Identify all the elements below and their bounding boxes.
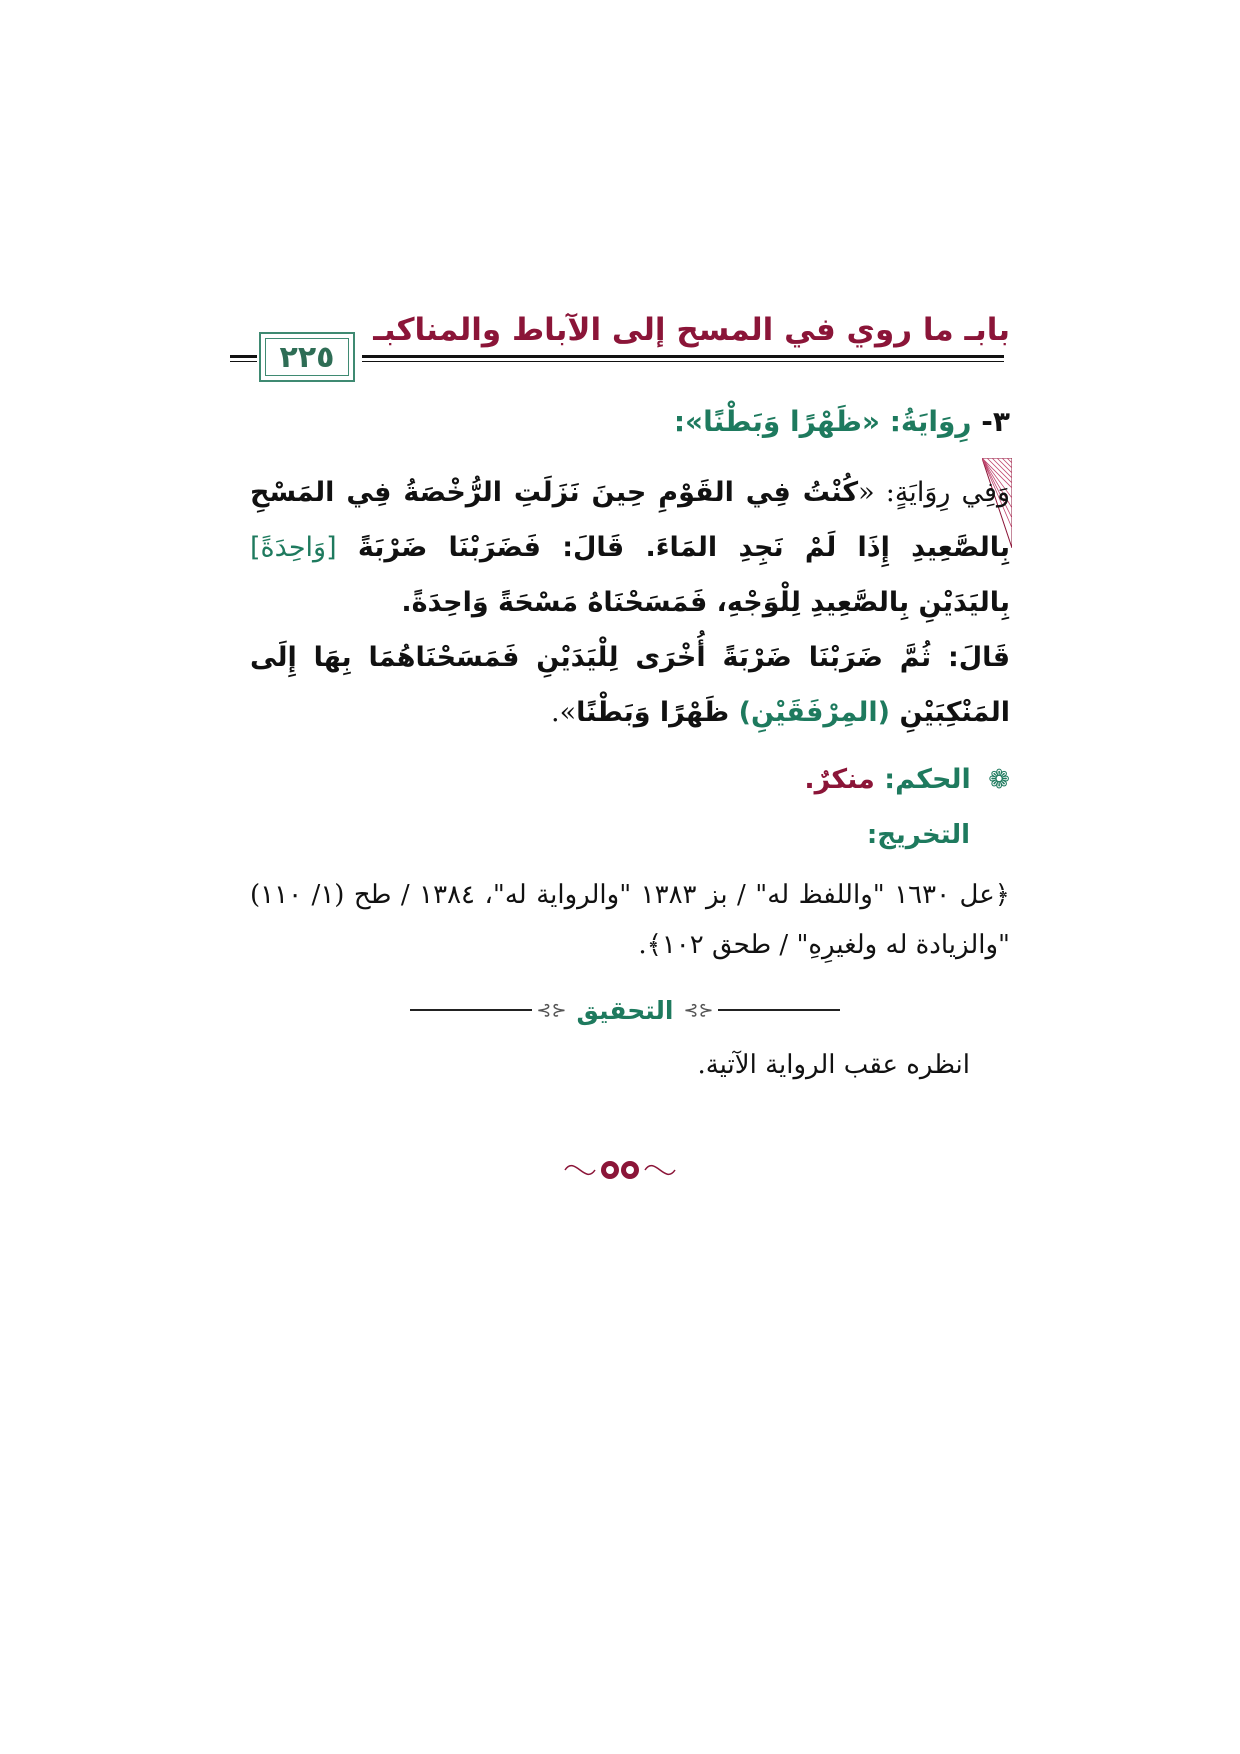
page-number: ٢٢٥ (279, 339, 335, 375)
chapter-title: بابـ ما روي في المسح إلى الآباط والمناكبـ (373, 312, 1010, 348)
end-ornament-icon (555, 1150, 685, 1190)
divider-ornament-icon: ⊰⊱ (683, 999, 714, 1021)
hadith-outro: ». (551, 697, 577, 728)
divider-line-left (410, 1009, 532, 1011)
section-number: ٣- (981, 405, 1010, 438)
hadith-variant-2: (المِرْفَقَيْنِ) (738, 697, 891, 728)
takhrij-label: التخريج: (866, 820, 970, 850)
ruling-label: الحكم: (884, 764, 971, 795)
divider-ornament-icon: ⊰⊱ (536, 999, 567, 1021)
tahqiq-text: انظره عقب الرواية الآتية. (697, 1050, 970, 1080)
ruling-line (804, 764, 1010, 795)
divider-line-right (718, 1009, 840, 1011)
takhrij-text: ﴿عل ١٦٣٠ "واللفظ له" / بز ١٣٨٣ "والرواية له"، ١٣٨٤ / طح (١/ ١١٠) "والزيادة له ولغيرِهِ" / طحق ١٠٢﴾. (250, 880, 1010, 960)
hadith-variant-1: [وَاحِدَةً] (250, 532, 337, 563)
hadith-part-3: قَالَ: ثُمَّ ضَرَبْنَا ضَرْبَةً أُخْرَى لِلْيَدَيْنِ فَمَسَحْنَاهُمَا بِهَا إِلَى المَنْكِبَيْنِ (250, 642, 1010, 728)
header-rule-top (362, 355, 1004, 358)
tahqiq-divider (410, 990, 840, 1030)
ruling-value: منكرٌ. (804, 764, 875, 795)
hadith-part-4: ظَهْرًا وَبَطْنًا (576, 697, 730, 728)
section-label: رِوَايَةُ: (889, 405, 972, 438)
header-rule-left-top (230, 355, 257, 358)
section-heading (674, 405, 1010, 438)
page-number-frame (259, 332, 355, 382)
header-rule-left-bottom (230, 361, 257, 362)
tahqiq-title: التحقيق (576, 995, 674, 1025)
hadith-part-2: بِاليَدَيْنِ بِالصَّعِيدِ لِلْوَجْهِ، فَمَسَحْنَاهُ مَسْحَةً وَاحِدَةً. (401, 587, 1010, 618)
hadith-text (250, 465, 1010, 740)
hadith-intro: وَفِي رِوَايَةٍ: « (858, 477, 1010, 508)
header-rule-bottom (362, 361, 1004, 362)
section-quote: «ظَهْرًا وَبَطْنًا»: (673, 405, 880, 438)
hadith-part-1: كُنْتُ فِي القَوْمِ حِينَ نَزَلَتِ الرُّخْصَةُ فِي المَسْحِ بِالصَّعِيدِ إِذَا لَمْ نَجِدِ المَاءَ. قَالَ: فَضَرَبْنَا ضَرْبَةً (250, 477, 1010, 563)
flower-ornament-icon: ❁ (988, 765, 1010, 795)
